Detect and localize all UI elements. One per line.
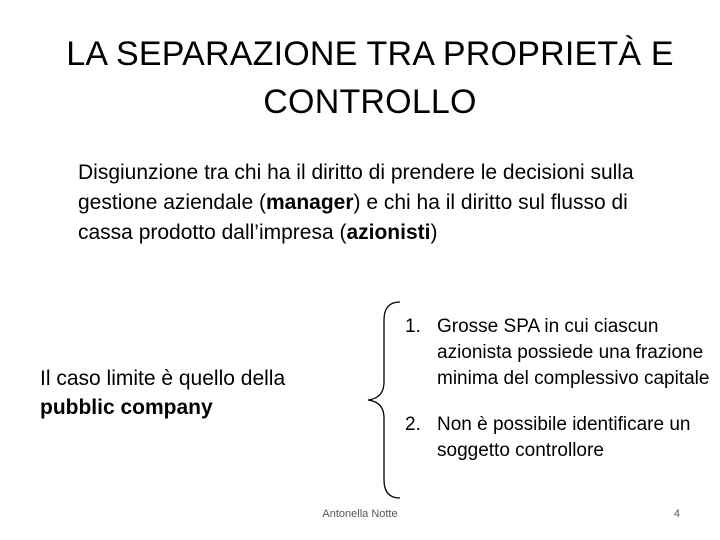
- manager-term: manager: [265, 191, 354, 214]
- azionisti-term: azionisti: [346, 221, 431, 244]
- limit-case-text: Il caso limite è quello della: [40, 367, 286, 390]
- main-paragraph: [78, 158, 678, 248]
- main-paragraph-part-2: ) e chi ha il diritto sul flusso di cassa prodotto dall’impresa (: [78, 191, 628, 244]
- slide-title-line-2: CONTROLLO: [263, 83, 477, 121]
- list-item: [405, 412, 715, 464]
- public-company-term: pubblic company: [40, 396, 213, 419]
- footer-author: Antonella Notte: [322, 508, 398, 520]
- slide-title-line-1: LA SEPARAZIONE TRA PROPRIETÀ E: [66, 35, 674, 73]
- limit-case-note: [40, 364, 340, 422]
- list-item-number: 2.: [405, 414, 421, 435]
- main-paragraph-part-3: ): [430, 221, 438, 244]
- list-item-text: Non è possibile identificare un soggetto controllore: [437, 414, 691, 461]
- slide-title: [60, 30, 680, 126]
- curly-brace-icon: [362, 300, 402, 500]
- consequences-list: [405, 314, 715, 464]
- list-item-number: 1.: [405, 316, 421, 337]
- page-number: 4: [673, 508, 680, 520]
- list-item-text: Grosse SPA in cui ciascun azionista possiede una frazione minima del complessivo capitale: [437, 316, 710, 389]
- main-paragraph-part-1: Disgiunzione tra chi ha il diritto di prendere le decisioni sulla gestione aziendale (: [78, 161, 634, 214]
- list-item: [405, 314, 715, 392]
